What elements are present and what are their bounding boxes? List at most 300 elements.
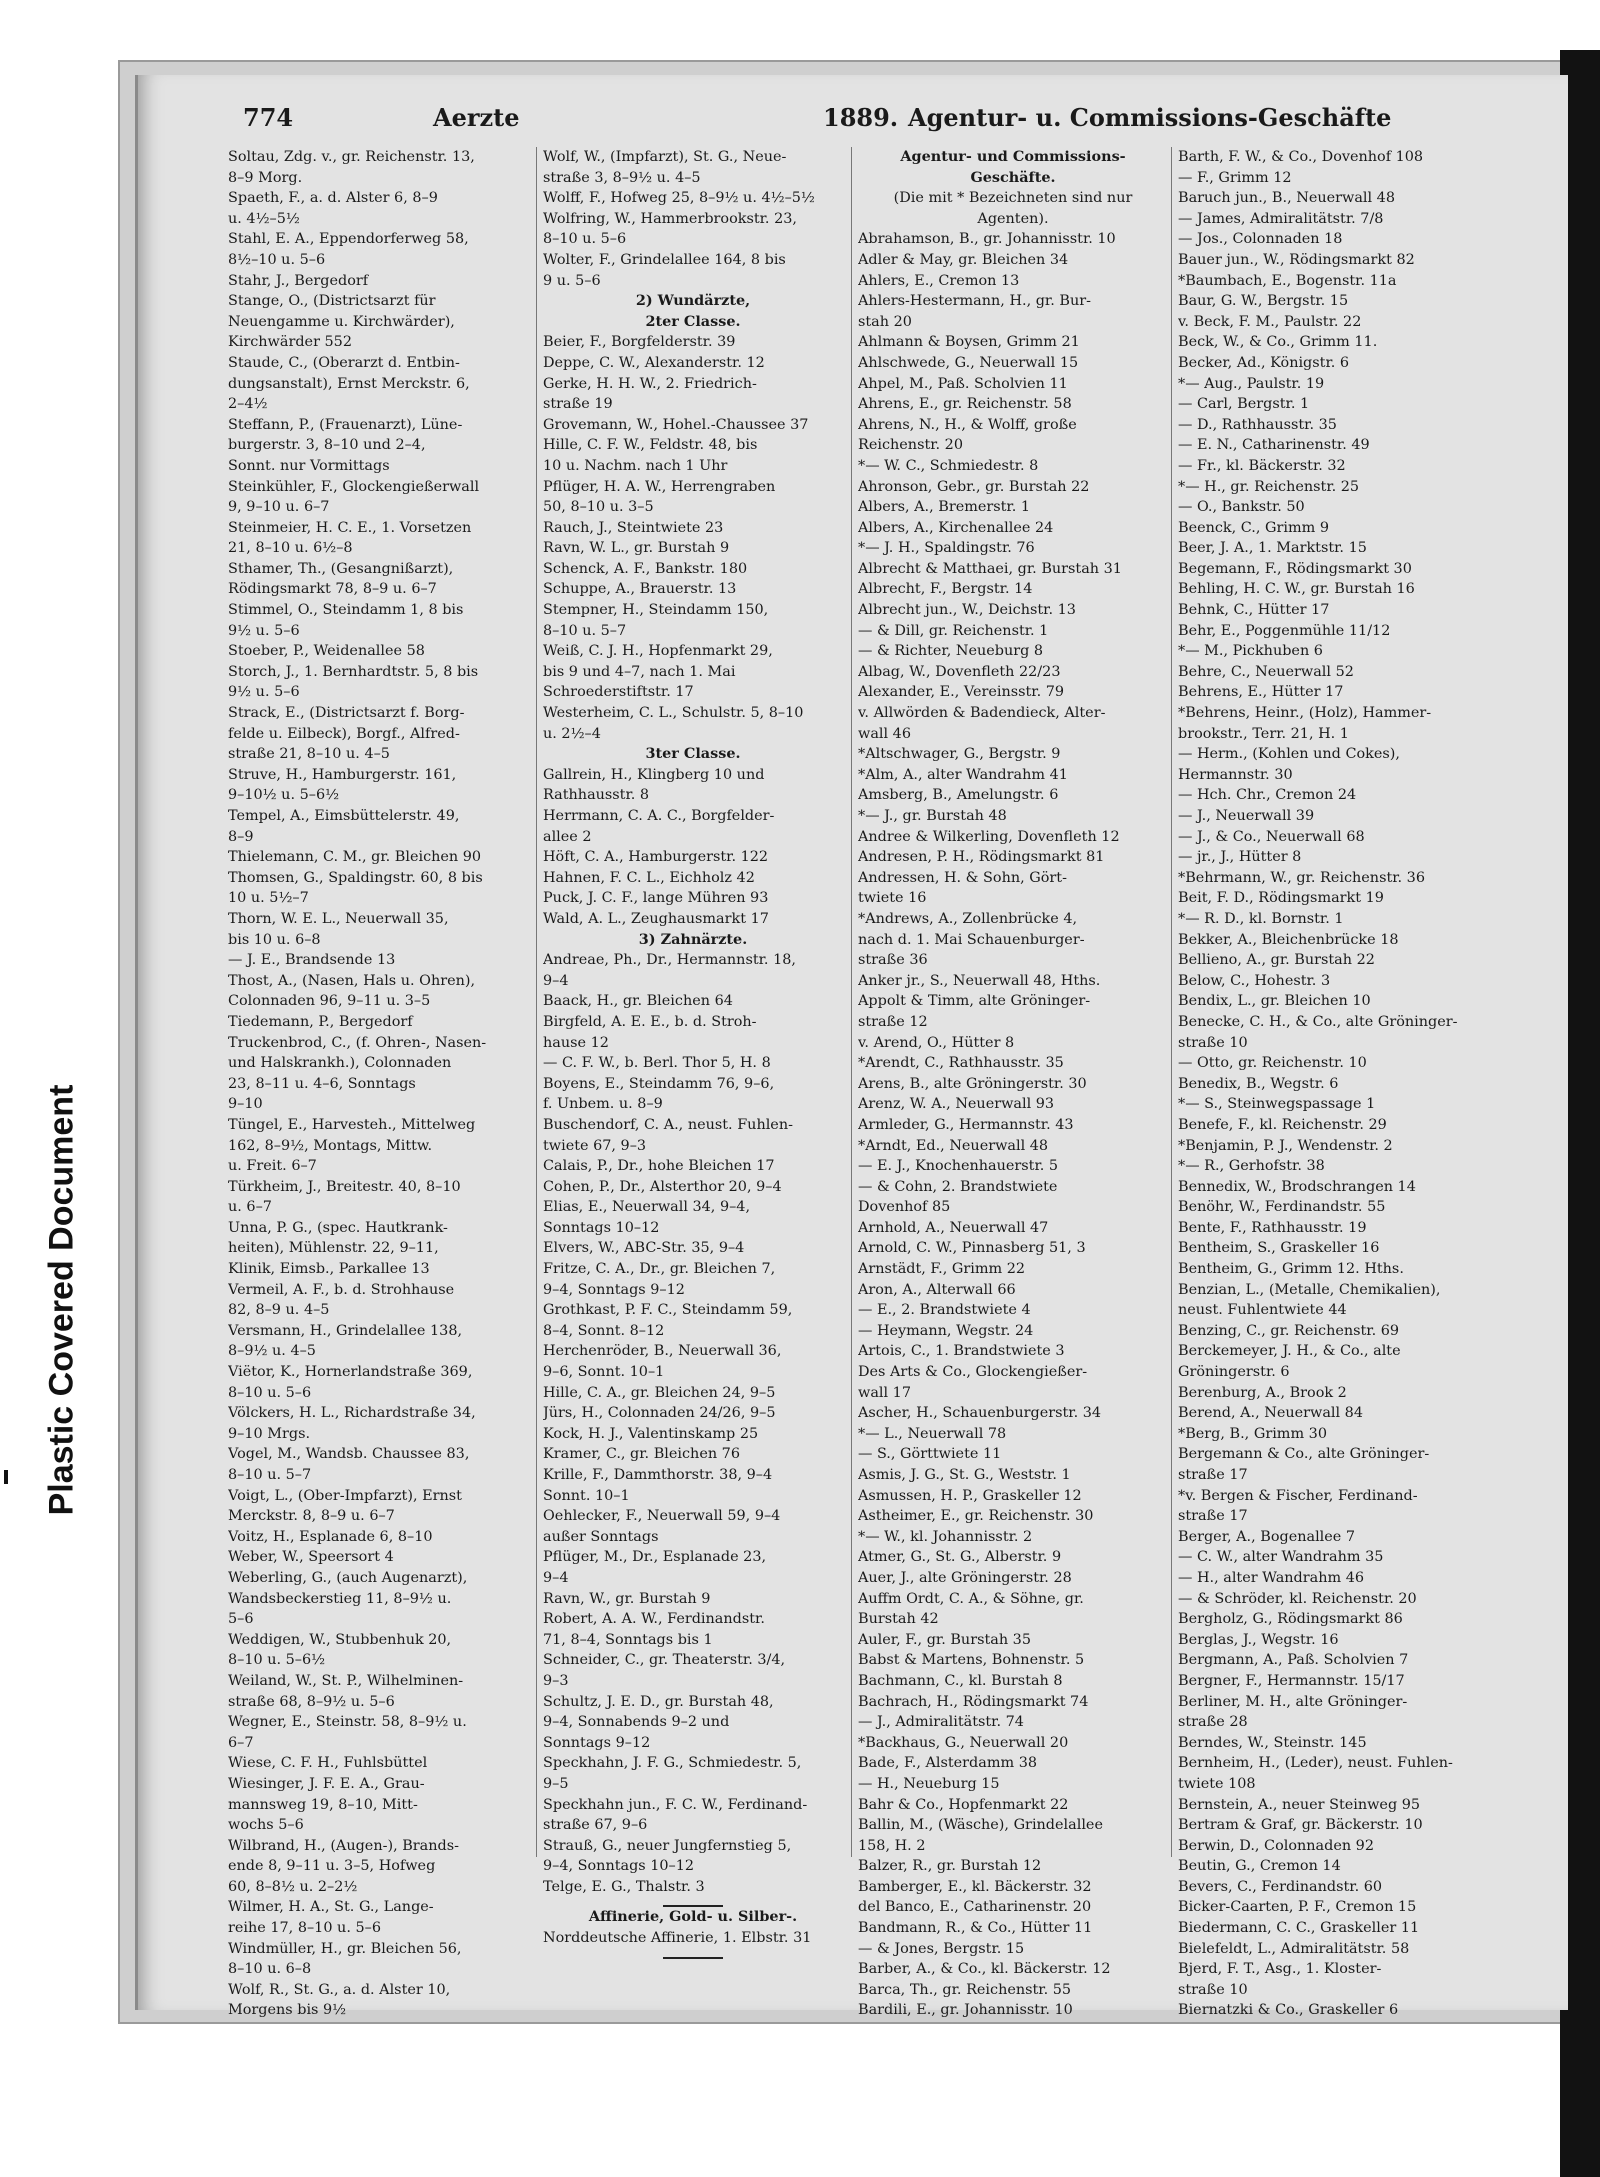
directory-entry: 6–7 [228,1734,254,1751]
directory-entry: Wald, A. L., Zeughausmarkt 17 [543,910,769,927]
directory-entry: Wolf, W., (Impfarzt), St. G., Neue- [543,149,787,165]
directory-entry: straße 21, 8–10 u. 4–5 [228,746,390,763]
directory-entry: *— W. C., Schmiedestr. 8 [858,457,1039,474]
column-1 [228,147,528,2021]
directory-entry: Schultz, J. E. D., gr. Burstah 48, [543,1693,774,1710]
col2-entries-d [543,1928,843,1949]
directory-entry: Sonntags 10–12 [543,1219,660,1236]
directory-entry: Herrmann, C. A. C., Borgfelder- [543,808,775,824]
column-divider [536,147,537,1857]
directory-entry: Wolff, F., Hofweg 25, 8–9½ u. 4½–5½ [543,190,815,207]
directory-entry: Ahlmann & Boysen, Grimm 21 [858,334,1080,351]
directory-entry: Berger, A., Bogenallee 7 [1178,1528,1356,1545]
directory-entry: u. 6–7 [228,1199,272,1216]
col2-continued-entries [543,147,843,291]
directory-entry: heiten), Mühlenstr. 22, 9–11, [228,1240,439,1257]
directory-entry: Dovenhof 85 [858,1199,951,1216]
directory-entry: Grovemann, W., Hohel.-Chaussee 37 [543,416,809,433]
directory-entry: Bekker, A., Bleichenbrücke 18 [1178,931,1399,948]
directory-entry: Bentheim, S., Graskeller 16 [1178,1240,1380,1257]
directory-entry: nach d. 1. Mai Schauenburger- [858,931,1085,948]
directory-entry: — E. J., Knochenhauerstr. 5 [858,1158,1059,1175]
directory-entry: del Banco, E., Catharinenstr. 20 [858,1899,1092,1916]
directory-entry: — Jos., Colonnaden 18 [1178,231,1343,248]
directory-entry: Bendix, L., gr. Bleichen 10 [1178,993,1371,1010]
directory-entry: Des Arts & Co., Glockengießer- [858,1364,1088,1381]
directory-entry: Berwin, D., Colonnaden 92 [1178,1837,1374,1854]
directory-entry: Bardili, E., gr. Johannisstr. 10 [858,2002,1073,2019]
directory-entry: Wilmer, H. A., St. G., Lange- [228,1899,434,1916]
directory-entry: f. Unbem. u. 8–9 [543,1096,663,1113]
directory-entry: Elias, E., Neuerwall 34, 9–4, [543,1199,751,1216]
directory-entry: Baur, G. W., Bergstr. 15 [1178,293,1349,310]
directory-entry: — Carl, Bergstr. 1 [1178,396,1310,413]
directory-entry: Hermannstr. 30 [1178,766,1293,783]
directory-entry: Behr, E., Poggenmühle 11/12 [1178,622,1391,639]
page-header [243,103,1543,139]
col2-entries-b [543,765,843,930]
directory-entry: 10 u. Nachm. nach 1 Uhr [543,457,728,474]
directory-entry: Storch, J., 1. Bernhardtstr. 5, 8 bis [228,663,479,680]
directory-entry: Bergmann, A., Paß. Scholvien 7 [1178,1652,1409,1669]
heading-agentur: Agentur- und Commissions- [900,148,1126,165]
directory-entry: 9–10 Mrgs. [228,1425,311,1442]
directory-entry: straße 68, 8–9½ u. 5–6 [228,1693,395,1710]
directory-entry: Bahr & Co., Hopfenmarkt 22 [858,1796,1069,1813]
directory-entry: Berglas, J., Wegstr. 16 [1178,1631,1339,1648]
directory-entry: felde u. Eilbeck), Borgf., Alfred- [228,725,460,742]
directory-entry: Beier, F., Borgfelderstr. 39 [543,334,736,351]
directory-entry: Bellieno, A., gr. Burstah 22 [1178,952,1375,969]
directory-entry: Wolfring, W., Hammerbrookstr. 23, [543,210,797,227]
directory-entry: Vermeil, A. F., b. d. Strohhause [228,1281,455,1298]
directory-entry: straße 12 [858,1013,928,1030]
directory-entry: Bauer jun., W., Rödingsmarkt 82 [1178,251,1415,268]
directory-entry: 9–3 [543,1672,569,1689]
directory-entry: Strack, E., (Districtsarzt f. Borg- [228,705,465,722]
directory-entry: Ahlers-Hestermann, H., gr. Bur- [858,293,1091,310]
directory-entry: Strauß, G., neuer Jungfernstieg 5, [543,1837,792,1854]
directory-entry: Ahlers, E., Cremon 13 [858,272,1020,289]
directory-entry: Unna, P. G., (spec. Hautkrank- [228,1219,448,1236]
col3-note [858,188,1168,229]
directory-entry: Wandsbeckerstieg 11, 8–9½ u. [228,1590,452,1607]
directory-entry: Kock, H. J., Valentinskamp 25 [543,1425,759,1442]
col2-entries-a [543,332,843,744]
directory-entry: Kirchwärder 552 [228,334,352,351]
directory-entry: Bernheim, H., (Leder), neust. Fuhlen- [1178,1755,1453,1772]
directory-entry: Wegner, E., Steinstr. 58, 8–9½ u. [228,1714,467,1731]
directory-entry: *Arndt, Ed., Neuerwall 48 [858,1137,1049,1154]
directory-entry: Bachmann, C., kl. Burstah 8 [858,1672,1063,1689]
directory-entry: Viëtor, K., Hornerlandstraße 369, [228,1364,473,1381]
directory-entry: Auler, F., gr. Burstah 35 [858,1631,1031,1648]
directory-entry: Wiesinger, J. F. E. A., Grau- [228,1775,425,1792]
directory-entry: hause 12 [543,1034,609,1051]
directory-entry: Schuppe, A., Brauerstr. 13 [543,581,737,598]
directory-entry: Bergner, F., Hermannstr. 15/17 [1178,1672,1405,1689]
directory-entry: Burstah 42 [858,1611,939,1628]
directory-entry: twiete 108 [1178,1775,1256,1792]
directory-entry: straße 10 [1178,1981,1248,1998]
directory-entry: 60, 8–8½ u. 2–2½ [228,1878,358,1895]
directory-entry: Weiland, W., St. P., Wilhelminen- [228,1672,464,1689]
directory-entry: Rathhausstr. 8 [543,787,650,804]
directory-entry: Voigt, L., (Ober-Impfarzt), Ernst [228,1487,462,1504]
directory-entry: *— S., Steinwegspassage 1 [1178,1096,1376,1113]
directory-entry: Kramer, C., gr. Bleichen 76 [543,1446,740,1463]
directory-entry: Voitz, H., Esplanade 6, 8–10 [228,1528,433,1545]
directory-entry: Weberling, G., (auch Augenarzt), [228,1569,468,1586]
directory-entry: Agenten). [977,210,1049,227]
plastic-cover-label: Plastic Covered Document [42,1084,81,1516]
directory-entry: Arnstädt, F., Grimm 22 [858,1261,1026,1278]
directory-entry: neust. Fuhlentwiete 44 [1178,1302,1347,1319]
directory-entry: *— W., kl. Johannisstr. 2 [858,1528,1033,1545]
directory-entry: u. Freit. 6–7 [228,1158,317,1175]
directory-entry: Puck, J. C. F., lange Mühren 93 [543,890,769,907]
directory-entry: Soltau, Zdg. v., gr. Reichenstr. 13, [228,149,475,165]
directory-entry: — Herm., (Kohlen und Cokes), [1178,746,1400,763]
heading-geschaefte: Geschäfte. [970,168,1056,186]
directory-entry: Amsberg, B., Amelungstr. 6 [858,787,1059,804]
directory-entry: — O., Bankstr. 50 [1178,499,1305,516]
directory-entry: Hahnen, F. C. L., Eichholz 42 [543,869,755,886]
directory-entry: mannsweg 19, 8–10, Mitt- [228,1796,418,1813]
directory-entry: *— H., gr. Reichenstr. 25 [1178,478,1360,495]
directory-entry: Barca, Th., gr. Reichenstr. 55 [858,1981,1072,1998]
heading-affinerie: Affinerie, Gold- u. Silber-. [588,1908,798,1926]
directory-entry: Begemann, F., Rödingsmarkt 30 [1178,560,1412,577]
directory-entry: Fritze, C. A., Dr., gr. Bleichen 7, [543,1261,776,1278]
directory-entry: 8–9 [228,828,254,845]
directory-entry: Speckhahn jun., F. C. W., Ferdinand- [543,1796,808,1813]
directory-entry: Auer, J., alte Gröningerstr. 28 [858,1569,1072,1586]
directory-entry: Gallrein, H., Klingberg 10 und [543,766,765,783]
directory-entry: *Backhaus, G., Neuerwall 20 [858,1734,1069,1751]
directory-entry: Gerke, H. H. W., 2. Friedrich- [543,375,757,392]
directory-entry: Oehlecker, F., Neuerwall 59, 9–4 [543,1508,781,1525]
directory-entry: Reichenstr. 20 [858,437,963,454]
directory-entry: Arenz, W. A., Neuerwall 93 [858,1096,1055,1113]
directory-entry: Weiß, C. J. H., Hopfenmarkt 29, [543,643,773,660]
directory-entry: brookstr., Terr. 21, H. 1 [1178,725,1349,742]
directory-entry: — C. F. W., b. Berl. Thor 5, H. 8 [543,1055,771,1072]
directory-entry: Artois, C., 1. Brandstwiete 3 [858,1343,1065,1360]
directory-entry: Berckemeyer, J. H., & Co., alte [1178,1343,1401,1360]
directory-entry: Thielemann, C. M., gr. Bleichen 90 [228,849,482,866]
directory-entry: Bentheim, G., Grimm 12. Hths. [1178,1261,1404,1278]
directory-entry: Babst & Martens, Bohnenstr. 5 [858,1652,1085,1669]
directory-entry: *Arendt, C., Rathhausstr. 35 [858,1055,1064,1072]
directory-entry: Berenburg, A., Brook 2 [1178,1384,1347,1401]
directory-entry: Höft, C. A., Hamburgerstr. 122 [543,849,769,866]
directory-entry: Stahl, E. A., Eppendorferweg 58, [228,231,469,248]
directory-entry: bis 10 u. 6–8 [228,931,321,948]
directory-entry: 8–10 u. 5–6½ [228,1652,326,1669]
directory-entry: Albag, W., Dovenfleth 22/23 [858,663,1061,680]
directory-entry: Pflüger, H. A. W., Herrengraben [543,478,776,495]
directory-entry: wochs 5–6 [228,1817,304,1834]
directory-entry: u. 4½–5½ [228,210,300,227]
directory-entry: twiete 16 [858,890,927,907]
directory-entry: — J., Neuerwall 39 [1178,808,1315,824]
directory-entry: Sonnt. nur Vormittags [228,457,390,474]
directory-entry: — Hch. Chr., Cremon 24 [1178,787,1357,804]
directory-entry: Steinmeier, H. C. E., 1. Vorsetzen [228,519,472,536]
column-2 [543,147,843,1959]
directory-entry: *— M., Pickhuben 6 [1178,643,1323,660]
directory-entry: straße 17 [1178,1467,1248,1483]
directory-entry: — C. W., alter Wandrahm 35 [1178,1549,1384,1566]
right-running-title: Agentur- u. Commissions-Geschäfte [908,103,1392,132]
directory-entry: Albrecht & Matthaei, gr. Burstah 31 [858,560,1122,577]
directory-entry: Below, C., Hohestr. 3 [1178,972,1331,989]
directory-entry: *— R. D., kl. Bornstr. 1 [1178,910,1344,927]
directory-entry: Bandmann, R., & Co., Hütter 11 [858,1920,1093,1937]
directory-entry: Abrahamson, B., gr. Johannisstr. 10 [858,231,1116,248]
directory-entry: Baack, H., gr. Bleichen 64 [543,993,733,1010]
directory-entry: Behnk, C., Hütter 17 [1178,602,1330,619]
directory-entry: 8–9 Morg. [228,169,303,186]
directory-entry: Andressen, H. & Sohn, Gört- [858,869,1067,886]
directory-entry: Thost, A., (Nasen, Hals u. Ohren), [228,972,476,989]
directory-entry: Struve, H., Hamburgerstr. 161, [228,766,457,783]
directory-entry: Ahrens, N., H., & Wolff, große [858,416,1077,433]
directory-entry: Berend, A., Neuerwall 84 [1178,1405,1363,1422]
directory-entry: Stempner, H., Steindamm 150, [543,602,769,619]
directory-entry: Calais, P., Dr., hohe Bleichen 17 [543,1158,775,1175]
directory-entry: Berndes, W., Steinstr. 145 [1178,1734,1367,1751]
directory-entry: 9–4, Sonnabends 9–2 und [543,1714,730,1731]
directory-entry: — & Schröder, kl. Reichenstr. 20 [1178,1590,1417,1607]
directory-entry: Thomsen, G., Spaldingstr. 60, 8 bis [228,869,483,886]
directory-entry: straße 67, 9–6 [543,1817,648,1834]
directory-entry: Benecke, C. H., & Co., alte Gröninger- [1178,1013,1458,1030]
directory-entry: Robert, A. A. W., Ferdinandstr. [543,1611,765,1628]
directory-entry: Buschendorf, C. A., neust. Fuhlen- [543,1116,793,1133]
directory-entry: Adler & May, gr. Bleichen 34 [858,251,1069,268]
directory-entry: Krille, F., Dammthorstr. 38, 9–4 [543,1467,773,1483]
directory-entry: Benzian, L., (Metalle, Chemikalien), [1178,1281,1441,1298]
directory-entry: *Benjamin, P. J., Wendenstr. 2 [1178,1137,1393,1154]
directory-entry: *— J. H., Spaldingstr. 76 [858,540,1035,557]
directory-entry: Balzer, R., gr. Burstah 12 [858,1858,1042,1875]
directory-entry: Beck, W., & Co., Grimm 11. [1178,334,1378,351]
directory-entry: Sonnt. 10–1 [543,1487,630,1504]
directory-entry: — J., & Co., Neuerwall 68 [1178,828,1365,845]
directory-entry: *— J., gr. Burstah 48 [858,808,1007,824]
directory-entry: Hille, C. F. W., Feldstr. 48, bis [543,437,758,454]
directory-entry: Bicker-Caarten, P. F., Cremon 15 [1178,1899,1417,1916]
directory-entry: *Andrews, A., Zollenbrücke 4, [858,910,1078,927]
directory-entry: *Behrens, Heinr., (Holz), Hammer- [1178,705,1432,722]
directory-entry: *Baumbach, E., Bogenstr. 11a [1178,272,1397,289]
directory-entry: Sthamer, Th., (Gesangnißarzt), [228,560,454,577]
directory-entry: Stimmel, O., Steindamm 1, 8 bis [228,602,464,619]
section-rule-end [663,1957,723,1959]
directory-entry: außer Sonntags [543,1528,659,1545]
directory-entry: Steinkühler, F., Glockengießerwall [228,478,480,495]
directory-entry: — F., Grimm 12 [1178,169,1292,186]
directory-entry: Elvers, W., ABC-Str. 35, 9–4 [543,1240,745,1257]
directory-entry: Bente, F., Rathhausstr. 19 [1178,1219,1367,1236]
directory-entry: Rauch, J., Steintwiete 23 [543,519,724,536]
directory-entry: Arnhold, A., Neuerwall 47 [858,1219,1049,1236]
directory-entry: Grothkast, P. F. C., Steindamm 59, [543,1302,793,1319]
directory-entry: Herchenröder, B., Neuerwall 36, [543,1343,782,1360]
directory-entry: Barth, F. W., & Co., Dovenhof 108 [1178,149,1424,165]
directory-entry: Stoeber, P., Weidenallee 58 [228,643,425,660]
directory-entry: Biedermann, C. C., Graskeller 11 [1178,1920,1420,1937]
directory-entry: straße 28 [1178,1714,1248,1731]
column-3 [858,147,1168,2021]
directory-entry: — & Dill, gr. Reichenstr. 1 [858,622,1049,639]
directory-entry: Benedix, B., Wegstr. 6 [1178,1075,1339,1092]
heading-3ter-classe: 3ter Classe. [645,745,741,763]
directory-entry: Westerheim, C. L., Schulstr. 5, 8–10 [543,705,804,722]
directory-entry: — E. N., Catharinenstr. 49 [1178,437,1370,454]
directory-entry: burgerstr. 3, 8–10 und 2–4, [228,437,426,454]
directory-entry: — J. E., Brandsende 13 [228,952,396,969]
directory-entry: Bergemann & Co., alte Gröninger- [1178,1446,1430,1463]
directory-entry: Ahrens, E., gr. Reichenstr. 58 [858,396,1072,413]
directory-entry: 82, 8–9 u. 4–5 [228,1302,330,1319]
directory-entry: — James, Admiralitätstr. 7/8 [1178,210,1384,227]
directory-entry: 162, 8–9½, Montags, Mittw. [228,1137,433,1154]
directory-entry: Andresen, P. H., Rödingsmarkt 81 [858,849,1105,866]
directory-entry: (Die mit * Bezeichneten sind nur [893,190,1133,207]
directory-entry: Aron, A., Alterwall 66 [858,1281,1016,1298]
directory-entry: Völckers, H. L., Richardstraße 34, [228,1405,476,1422]
directory-entry: — S., Görttwiete 11 [858,1446,1002,1463]
column-divider [851,147,852,1857]
directory-entry: *v. Bergen & Fischer, Ferdinand- [1178,1487,1418,1504]
directory-entry: Neuengamme u. Kirchwärder), [228,313,455,330]
directory-entry: Beenck, C., Grimm 9 [1178,519,1330,536]
directory-entry: Beer, J. A., 1. Marktstr. 15 [1178,540,1367,557]
directory-entry: 9 u. 5–6 [543,272,601,289]
directory-entry: Schroederstiftstr. 17 [543,684,694,701]
directory-entry: bis 9 und 4–7, nach 1. Mai [543,663,736,680]
directory-entry: 50, 8–10 u. 3–5 [543,499,654,516]
directory-entry: Morgens bis 9½ [228,2002,347,2019]
directory-entry: Schneider, C., gr. Theaterstr. 3/4, [543,1652,786,1669]
directory-entry: Behrens, E., Hütter 17 [1178,684,1344,701]
section-title: Aerzte [433,103,520,132]
directory-entry: Barber, A., & Co., kl. Bäckerstr. 12 [858,1961,1111,1978]
directory-entry: 9–10 [228,1096,263,1113]
directory-entry: Türkheim, J., Breitestr. 40, 8–10 [228,1178,461,1195]
directory-entry: 9–4 [543,972,569,989]
directory-entry: Weddigen, W., Stubbenhuk 20, [228,1631,452,1648]
directory-entry: Atmer, G., St. G., Alberstr. 9 [858,1549,1062,1566]
plastic-cover-label-strip [0,0,110,2177]
directory-entry: Astheimer, E., gr. Reichenstr. 30 [858,1508,1094,1525]
directory-entry: Klinik, Eimsb., Parkallee 13 [228,1261,430,1278]
directory-entry: Wolf, R., St. G., a. d. Alster 10, [228,1981,451,1998]
directory-entry: 8–9½ u. 4–5 [228,1343,316,1360]
directory-entry: Bjerd, F. T., Asg., 1. Kloster- [1178,1961,1382,1978]
directory-entry: 9–10½ u. 5–6½ [228,787,340,804]
directory-entry: Bertram & Graf, gr. Bäckerstr. 10 [1178,1817,1423,1834]
directory-entry: Bielefeldt, L., Admiralitätstr. 58 [1178,1940,1410,1957]
directory-entry: Ahronson, Gebr., gr. Burstah 22 [858,478,1090,495]
directory-entry: 8–10 u. 6–8 [228,1961,312,1978]
directory-entry: ende 8, 9–11 u. 3–5, Hofweg [228,1858,436,1875]
directory-entry: Anker jr., S., Neuerwall 48, Hths. [858,972,1101,989]
heading-2ter-classe: 2ter Classe. [645,312,741,330]
directory-entry: Becker, Ad., Königstr. 6 [1178,354,1350,371]
directory-entry: 9–4, Sonntags 9–12 [543,1281,685,1298]
directory-entry: — & Richter, Neueburg 8 [858,643,1044,660]
directory-entry: v. Beck, F. M., Paulstr. 22 [1178,313,1362,330]
directory-entry: allee 2 [543,828,592,845]
directory-entry: Ahpel, M., Paß. Scholvien 11 [858,375,1068,392]
directory-entry: Behre, C., Neuerwall 52 [1178,663,1354,680]
directory-entry: 9–4, Sonntags 10–12 [543,1858,695,1875]
directory-entry: v. Allwörden & Badendieck, Alter- [858,705,1106,722]
directory-entry: — Fr., kl. Bäckerstr. 32 [1178,457,1346,474]
directory-entry: Bade, F., Alsterdamm 38 [858,1755,1038,1772]
directory-entry: Thorn, W. E. L., Neuerwall 35, [228,910,449,927]
directory-entry: 9–5 [543,1775,569,1792]
directory-entry: u. 2½–4 [543,725,601,742]
directory-entry: Albers, A., Bremerstr. 1 [858,499,1031,516]
directory-entry: Behling, H. C. W., gr. Burstah 16 [1178,581,1415,598]
directory-entry: Ascher, H., Schauenburgerstr. 34 [858,1405,1102,1422]
directory-entry: *Alm, A., alter Wandrahm 41 [858,766,1068,783]
directory-entry: dungsanstalt), Ernst Merckstr. 6, [228,375,470,392]
directory-entry: Rödingsmarkt 78, 8–9 u. 6–7 [228,581,437,598]
directory-entry: — J., Admiralitätstr. 74 [858,1714,1024,1731]
directory-entry: — H., Neueburg 15 [858,1775,1000,1792]
directory-entry: 9, 9–10 u. 6–7 [228,499,330,516]
directory-entry: Jürs, H., Colonnaden 24/26, 9–5 [543,1405,776,1422]
directory-entry: 8–10 u. 5–7 [543,622,627,639]
directory-entry: Gröningerstr. 6 [1178,1364,1290,1381]
directory-entry: Colonnaden 96, 9–11 u. 3–5 [228,993,431,1010]
directory-entry: *Altschwager, G., Bergstr. 9 [858,746,1061,763]
directory-entry: 8½–10 u. 5–6 [228,251,326,268]
directory-entry: Stange, O., (Districtsarzt für [228,293,436,310]
directory-entry: Albrecht, F., Bergstr. 14 [858,581,1033,598]
directory-entry: *— Aug., Paulstr. 19 [1178,375,1325,392]
directory-entry: und Halskrankh.), Colonnaden [228,1055,452,1072]
directory-entry: Ahlschwede, G., Neuerwall 15 [858,354,1079,371]
directory-entry: Benöhr, W., Ferdinandstr. 55 [1178,1199,1386,1216]
directory-entry: Windmüller, H., gr. Bleichen 56, [228,1940,462,1957]
directory-entry: 8–10 u. 5–6 [543,231,627,248]
directory-entry: Staude, C., (Oberarzt d. Entbin- [228,354,460,371]
col2-entries-c [543,950,843,1897]
directory-entry: Tempel, A., Eimsbüttelerstr. 49, [228,808,460,824]
heading-zahnaerzte: 3) Zahnärzte. [638,930,748,948]
directory-entry: Ravn, W., gr. Burstah 9 [543,1590,711,1607]
directory-entry: Appolt & Timm, alte Gröninger- [858,993,1091,1010]
directory-entry: Ravn, W. L., gr. Burstah 9 [543,540,730,557]
directory-entry: 9–4 [543,1569,569,1586]
directory-entry: Speckhahn, J. F. G., Schmiedestr. 5, [543,1755,802,1772]
directory-entry: *— L., Neuerwall 78 [858,1425,1007,1442]
directory-entry: — jr., J., Hütter 8 [1178,849,1302,866]
directory-entry: Tüngel, E., Harvesteh., Mittelweg [228,1116,476,1133]
directory-entry: 9–6, Sonnt. 10–1 [543,1364,665,1381]
directory-entry: Beit, F. D., Rödingsmarkt 19 [1178,890,1384,907]
directory-entry: Albers, A., Kirchenallee 24 [858,519,1054,536]
directory-entry: 9½ u. 5–6 [228,684,300,701]
directory-entry: 5–6 [228,1611,254,1628]
